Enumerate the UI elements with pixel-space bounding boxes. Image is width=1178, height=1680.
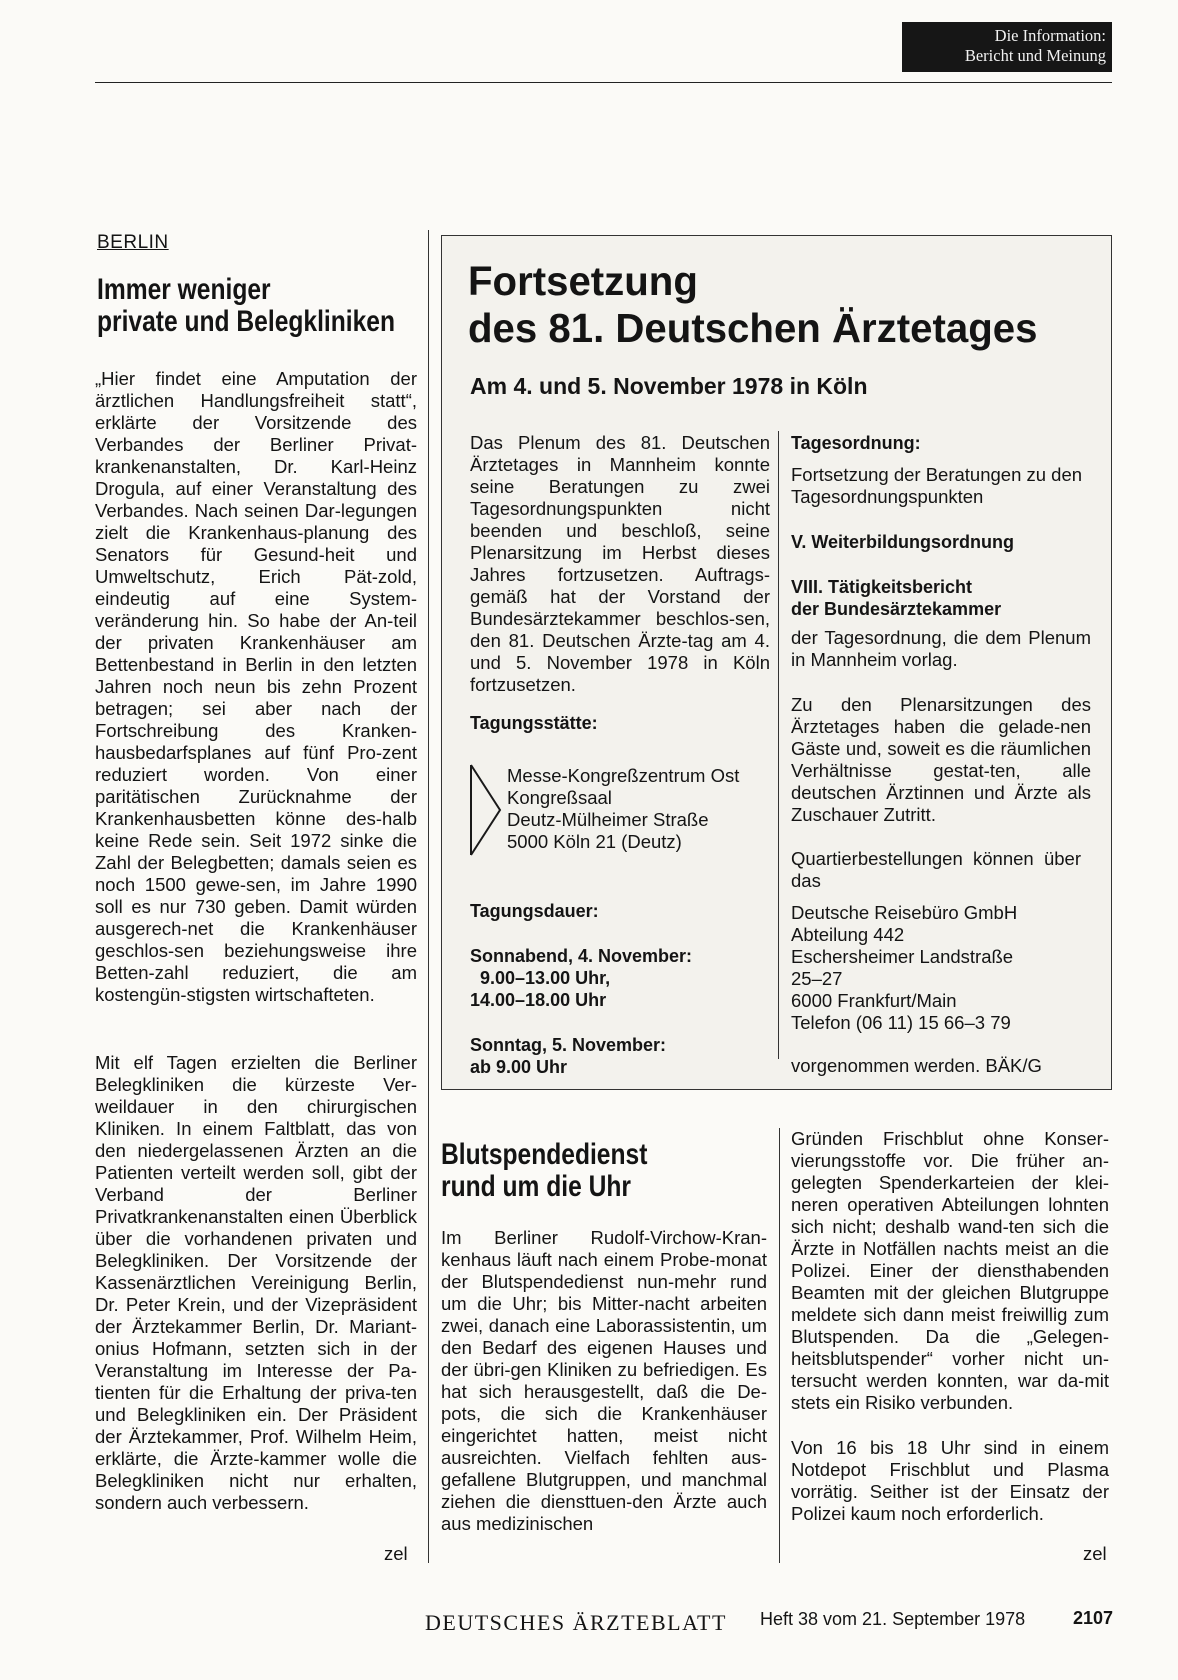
booking-note: Quartierbestellungen können über das [791,848,1081,891]
section-label-line1: Die Information: [994,26,1106,45]
article-paragraph: Gründen Frischblut ohne Konser-​vierungsstoffe vor. Die früher an-​gelegten Spenderkarteien der klei-​neren operativen Abteilungen lohnten sich nicht; deshalb wand-​ten sich die Ärzte in Notfällen nachts meist an die Polizei. Einer der diensthabenden Beamten mit der gleichen Blutgruppe meldete sich dann meist freiwillig zum Blutspenden. Da die „Gelegen-​heitsblutspender“ vorher nicht un-​tersucht werden konnten, war da-​mit stets ein Risiko verbunden. [791,1128,1109,1413]
venue-arrow-icon [468,762,504,858]
journal-masthead: DEUTSCHES ÄRZTEBLATT [425,1610,727,1635]
venue-address: Messe-Kongreßzentrum Ost Kongreßsaal Deutz-Mülheimer Straße 5000 Köln 21 (Deutz) [507,765,740,852]
venue-label: Tagungsstätte: [470,713,598,733]
announcement-subtitle: Am 4. und 5. November 1978 in Köln [470,373,868,399]
article-paragraph: Von 16 bis 18 Uhr sind in einem Notdepot Frischblut und Plasma vorrätig. Seither ist der Einsatz der Polizei kaum noch erforderlich. [791,1437,1109,1524]
box-column-divider [778,431,779,1059]
duration-label: Tagungsdauer: [470,901,599,921]
page-number: 2107 [1073,1608,1114,1628]
announcement-intro: Das Plenum des 81. Deutschen Ärztetages in Mannheim konnte seine Beratungen zu zwei Tagesordnungspunkten nicht beenden und beschloß, seine Plenarsitzung im Herbst dieses Jahres fortzusetzen. Auftrags-​gemäß hat der Vorstand der Bundesärztekammer beschlos-​sen, den 81. Deutschen Ärzte-​tag am 4. und 5. November 1978 in Köln fortzusetzen. [470,432,770,695]
article-paragraph: Mit elf Tagen erzielten die Berliner Belegkliniken die kürzeste Ver-​weildauer in den chirurgischen Kliniken. In einem Faltblatt, das von den niedergelassenen Ärzten an die Patienten verteilt werden soll, gibt der Verband der Berliner Privatkrankenanstalten einen Überblick über die vorhandenen privaten und Belegkliniken. Der Vorsitzende der Kassenärztlichen Vereinigung Berlin, Dr. Peter Krein, und der Vizepräsident der Ärztekammer Berlin, Dr. Mariant-​onius Hofmann, setzten sich in der Veranstaltung im Interesse der Pa-​tienten für die Erhaltung der priva-​ten und Belegkliniken ein. Der Präsident der Ärztekammer, Prof. Wilhelm Heim, erklärte, die Ärzte-​kammer wolle die Belegkliniken nicht nur erhalten, sondern auch verbessern. [95,1052,417,1513]
booking-address: Deutsche Reisebüro GmbH Abteilung 442 Eschersheimer Landstraße 25–27 6000 Frankfurt/Main Telefon (06 11) 15 66–3 79 [791,902,1018,1033]
announcement-title: Fortsetzung des 81. Deutschen Ärztetages [468,258,1038,351]
section-label-line2: Bericht und Meinung [964,46,1106,65]
article-headline: Blutspendedienst rund um die Uhr [441,1138,648,1203]
top-rule [95,82,1112,83]
article-paragraph: Im Berliner Rudolf-Virchow-Kran-​kenhaus läuft nach einem Probe-​monat der Blutspendedienst nun-​mehr rund um die Uhr; bis Mitter-​nacht arbeiten zwei, danach eine Laborassistentin, um den Bedarf des eigenen Hauses und der übri-​gen Kliniken zu befriedigen. Es hat sich herausgestellt, daß die De-​pots, die sich die Krankenhäuser eingerichtet hatten, meist nicht ausreichten. Vielfach fehlten aus-​gefallene Blutgruppen, und manchmal ziehen die diensttuen-​den Ärzte auch aus medizinischen [441,1227,767,1534]
article-paragraph: „Hier findet eine Amputation der ärztlichen Handlungsfreiheit statt“, erklärte der Vorsitzende des Verbandes der Berliner Privat-​krankenanstalten, Dr. Karl-Heinz Drogula, auf einer Veranstaltung des Verbandes. Nach seinen Dar-​legungen zielt die Krankenhaus-​planung des Senators für Gesund-​heit und Umweltschutz, Erich Pät-​zold, eindeutig auf eine System-​veränderung hin. So habe der An-​teil der privaten Krankenhäuser am Bettenbestand in Berlin in den letzten Jahren noch neun bis zehn Prozent betragen; sei aber nach der Fortschreibung des Kranken-​hausbedarfsplanes auf fünf Pro-​zent reduziert worden. Von einer paritätischen Zurücknahme der Krankenhausbetten könne des-​halb keine Rede sein. Seit 1972 sinke die Zahl der Belegbetten; damals seien es noch 1500 gewe-​sen, im Jahre 1990 soll es nur 730 geben. Damit würden ausgerech-​net die Krankenhäuser geschlos-​sen beziehungsweise ihre Betten-​zahl reduziert, die am kostengün-​stigsten wirtschafteten. [95,368,417,1005]
duration-saturday: Sonnabend, 4. November: 9.00–13.00 Uhr, 14.00–18.00 Uhr [470,946,693,1010]
agenda-note: der Tagesordnung, die dem Plenum in Mannheim vorlag. [791,627,1091,670]
duration-sunday: Sonntag, 5. November: ab 9.00 Uhr [470,1035,667,1077]
agenda-item-8: VIII. Tätigkeitsbericht der Bundesärztekammer [791,577,1002,619]
column-divider [779,1128,780,1563]
agenda-label: Tagesordnung: [791,433,921,453]
section-badge [902,22,1112,72]
agenda-item-5: V. Weiterbildungsordnung [791,532,1015,552]
author-signature: zel [384,1543,408,1564]
column-divider [428,230,429,1563]
agenda-intro: Fortsetzung der Beratungen zu den Tagesordnungspunkten [791,464,1083,507]
guests-note: Zu den Plenarsitzungen des Ärztetages haben die gelade-​nen Gäste und, soweit es die räumlichen Verhältnisse gestat-​ten, alle deutschen Ärztinnen und Ärzte als Zuschauer Zutritt. [791,694,1091,825]
announcement-closing: vorgenommen werden. BÄK/G [791,1055,1042,1076]
issue-info: Heft 38 vom 21. September 1978 [760,1609,1026,1629]
author-signature: zel [1083,1543,1107,1564]
article-kicker: BERLIN [97,232,169,253]
article-headline: Immer weniger private und Belegkliniken [97,273,396,338]
